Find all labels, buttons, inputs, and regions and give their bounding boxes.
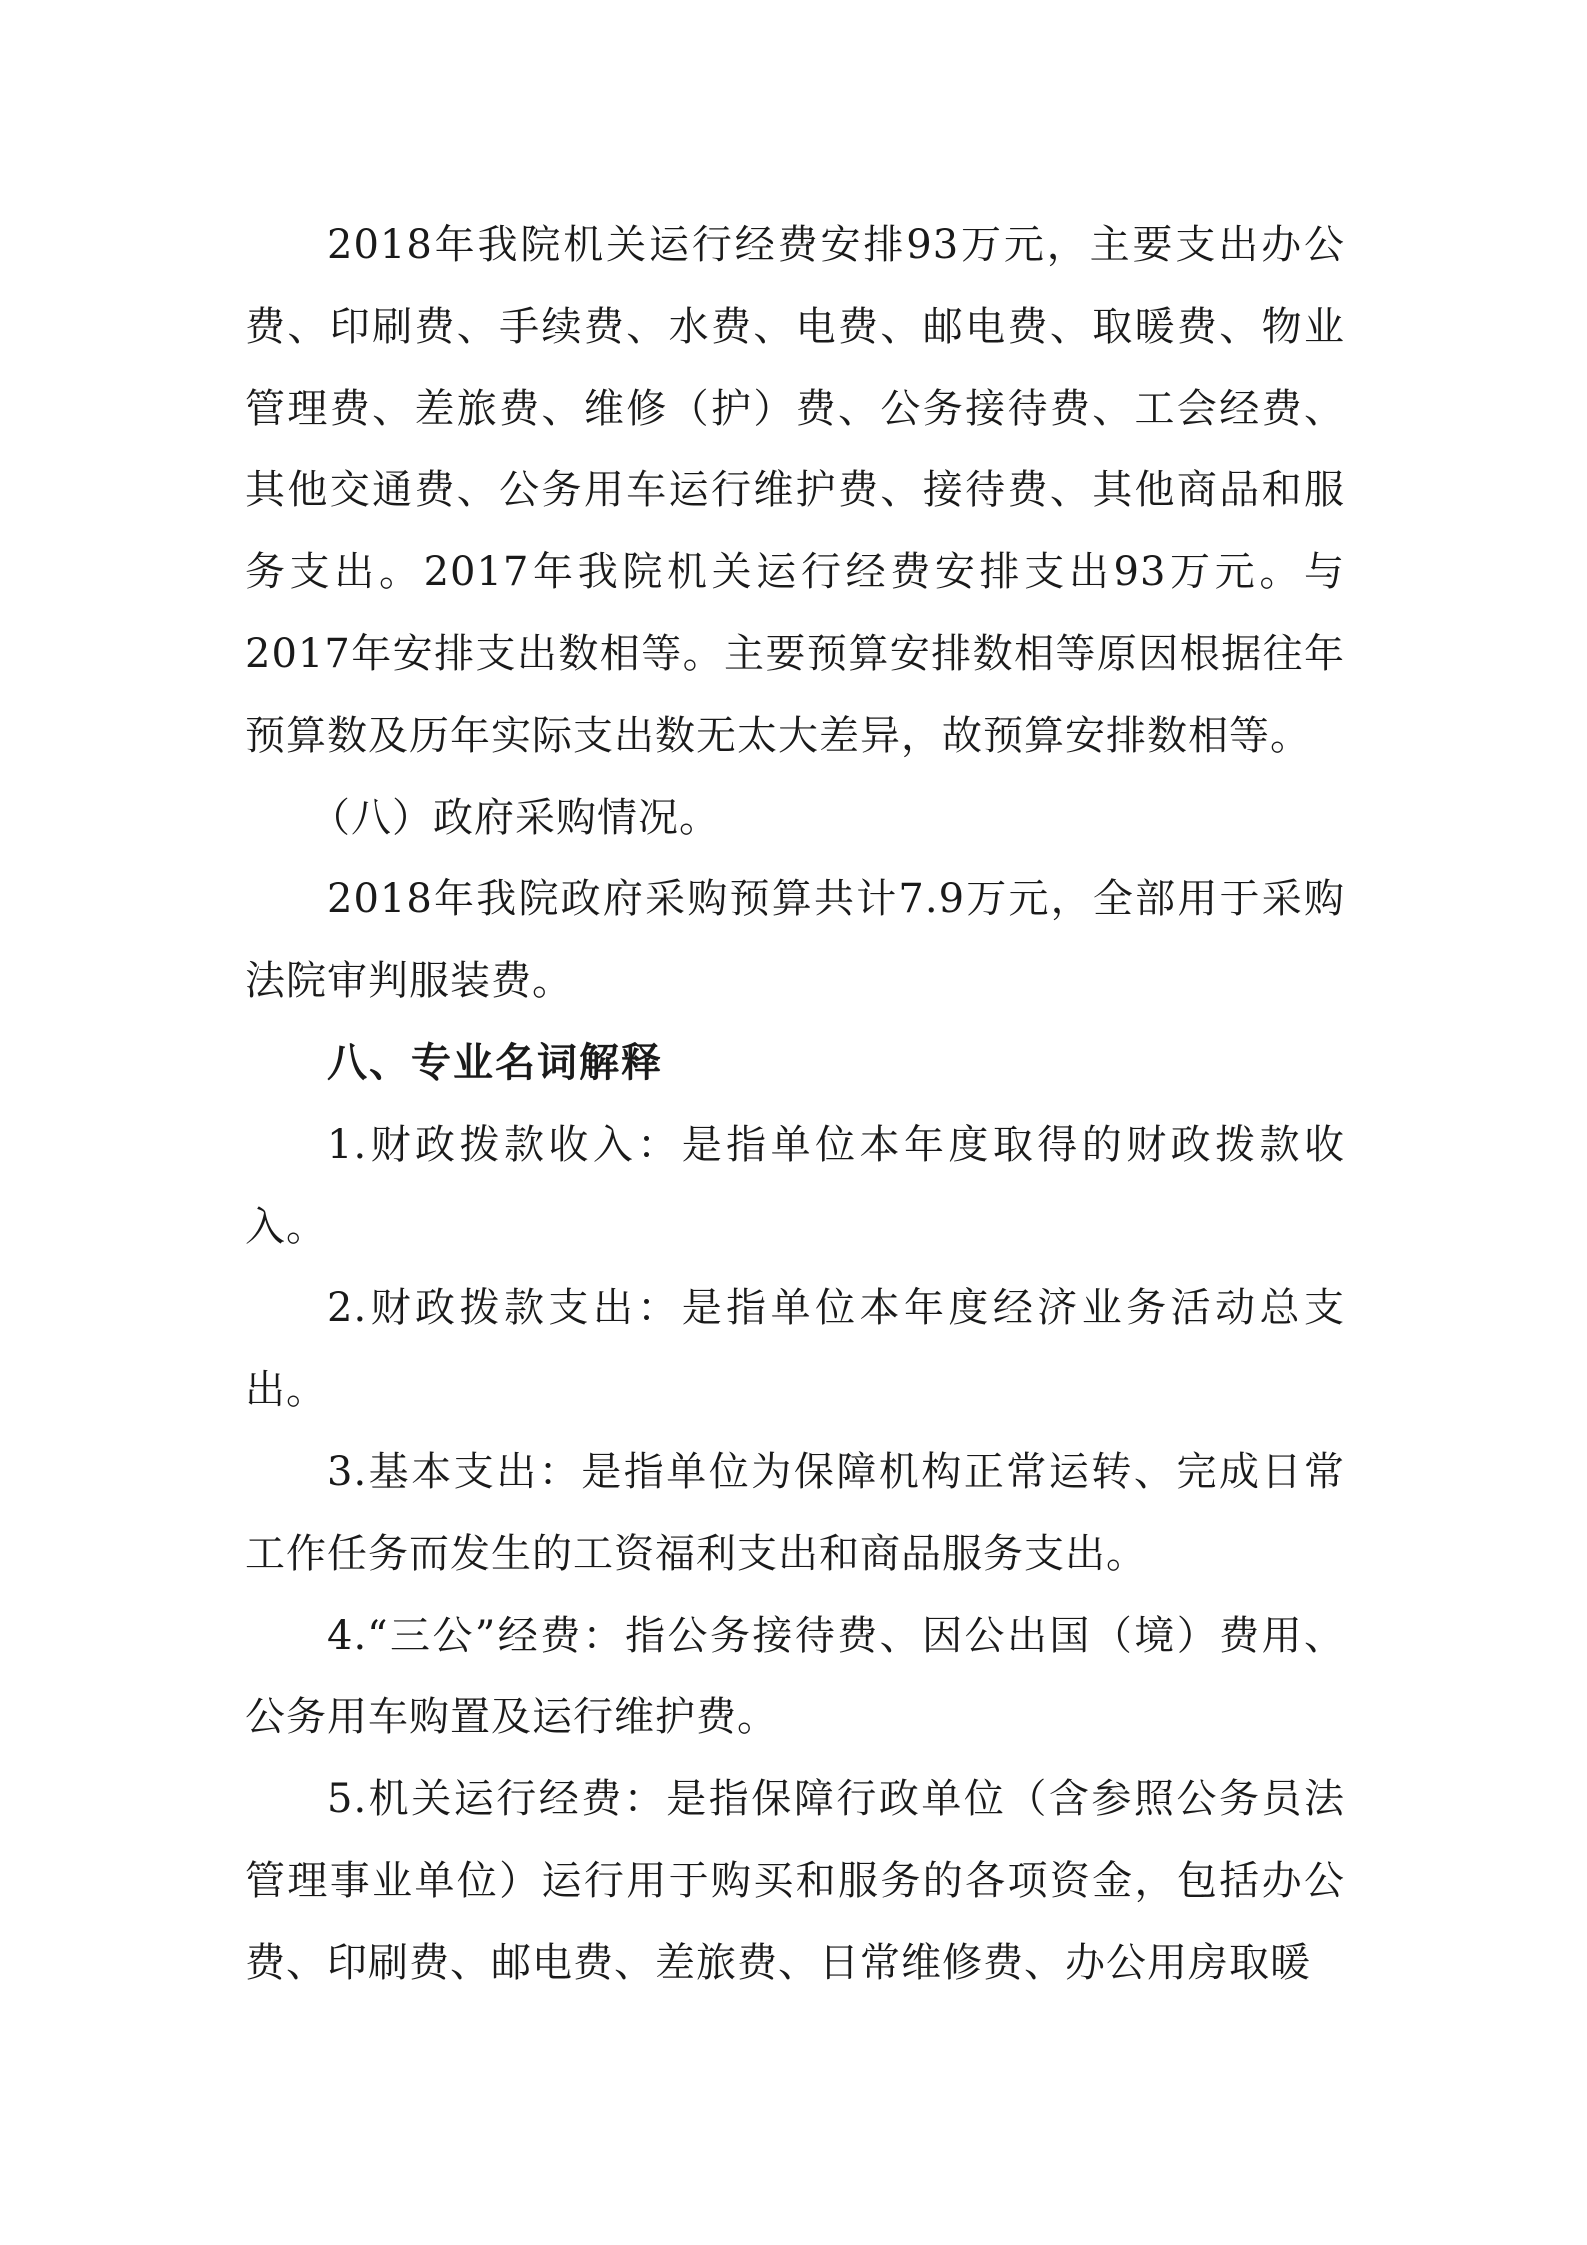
paragraph-procurement-budget: 2018年我院政府采购预算共计7.9万元，全部用于采购法院审判服装费。 — [245, 876, 1345, 1005]
term-basic-expenditure: 3.基本支出：是指单位为保障机构正常运转、完成日常工作任务而发生的工资福利支出和商品服务支出。 — [245, 1448, 1345, 1577]
subheading-government-procurement: （八）政府采购情况。 — [310, 794, 720, 841]
document-body — [245, 205, 1345, 2005]
term-fiscal-appropriation-expenditure: 2.财政拨款支出：是指单位本年度经济业务活动总支出。 — [245, 1285, 1345, 1414]
paragraph-operating-expenses: 2018年我院机关运行经费安排93万元，主要支出办公费、印刷费、手续费、水费、电费、邮电费、取暖费、物业管理费、差旅费、维修（护）费、公务接待费、工会经费、其他交通费、公务用车运行维护费、接待费、其他商品和服务支出。2017年我院机关运行经费安排支出93万元。与2017年安排支出数相等。主要预算安排数相等原因根据往年预算数及历年实际支出数无太大差异，故预算安排数相等。 — [245, 222, 1345, 759]
section-heading-terms: 八、专业名词解释 — [327, 1039, 663, 1086]
term-fiscal-appropriation-income: 1.财政拨款收入：是指单位本年度取得的财政拨款收入。 — [245, 1121, 1345, 1250]
term-operating-expenses: 5.机关运行经费：是指保障行政单位（含参照公务员法管理事业单位）运行用于购买和服务的各项资金，包括办公费、印刷费、邮电费、差旅费、日常维修费、办公用房取暖 — [245, 1776, 1345, 1986]
term-three-public-expenses: 4.“三公”经费：指公务接待费、因公出国（境）费用、公务用车购置及运行维护费。 — [245, 1612, 1345, 1741]
